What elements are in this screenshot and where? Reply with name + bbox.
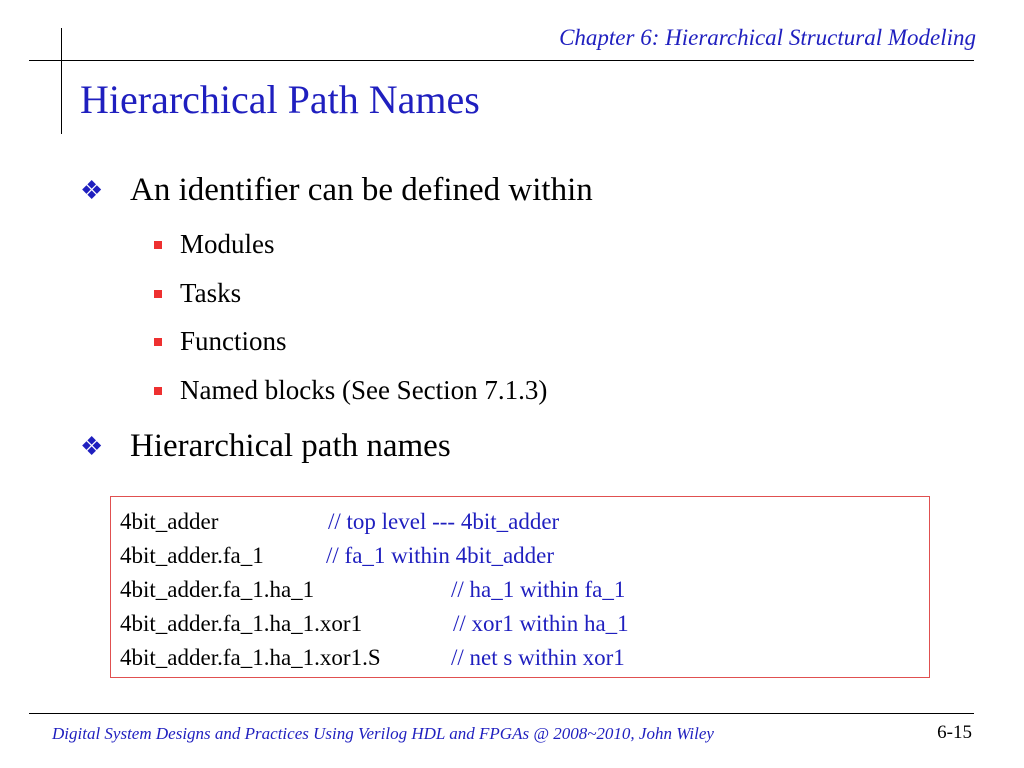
code-path: 4bit_adder.fa_1.ha_1 <box>120 577 315 602</box>
code-comment: // fa_1 within 4bit_adder <box>326 543 555 568</box>
subbullet-text: Modules <box>180 229 275 259</box>
diamond-icon: ❖ <box>80 175 104 205</box>
code-line <box>120 611 629 637</box>
code-line <box>120 577 626 603</box>
square-icon <box>154 290 162 298</box>
code-line <box>120 509 560 535</box>
footer-credit: Digital System Designs and Practices Using Verilog HDL and FPGAs @ 2008~2010, John Wiley <box>52 724 714 743</box>
subbullet-text: Tasks <box>180 278 242 308</box>
slide-title: Hierarchical Path Names <box>80 77 480 122</box>
square-icon <box>154 338 162 346</box>
code-example-box <box>110 496 930 678</box>
subbullet-functions <box>154 326 287 357</box>
code-comment: // xor1 within ha_1 <box>453 611 629 636</box>
square-icon <box>154 387 162 395</box>
subbullet-tasks <box>154 278 241 309</box>
bullet-text: Hierarchical path names <box>130 428 451 464</box>
code-path: 4bit_adder <box>120 509 219 534</box>
bullet-identifier-defined <box>80 172 593 209</box>
code-comment: // top level --- 4bit_adder <box>328 509 560 534</box>
left-vertical-rule <box>61 28 62 134</box>
diamond-icon: ❖ <box>80 431 104 461</box>
code-path: 4bit_adder.fa_1.ha_1.xor1.S <box>120 645 381 670</box>
code-path: 4bit_adder.fa_1.ha_1.xor1 <box>120 611 363 636</box>
header-rule <box>29 60 974 61</box>
chapter-title: Chapter 6: Hierarchical Structural Modeling <box>559 25 976 50</box>
bullet-hierarchical-path-names <box>80 428 451 465</box>
footer-rule <box>29 713 974 714</box>
subbullet-text: Functions <box>180 326 287 356</box>
subbullet-modules <box>154 229 275 260</box>
page-number: 6-15 <box>937 722 972 743</box>
bullet-text: An identifier can be defined within <box>130 172 593 208</box>
code-path: 4bit_adder.fa_1 <box>120 543 264 568</box>
code-line <box>120 543 555 569</box>
subbullet-text: Named blocks (See Section 7.1.3) <box>180 375 548 405</box>
square-icon <box>154 241 162 249</box>
code-comment: // ha_1 within fa_1 <box>451 577 626 602</box>
code-line <box>120 645 625 671</box>
code-comment: // net s within xor1 <box>451 645 625 670</box>
subbullet-named-blocks <box>154 375 547 406</box>
